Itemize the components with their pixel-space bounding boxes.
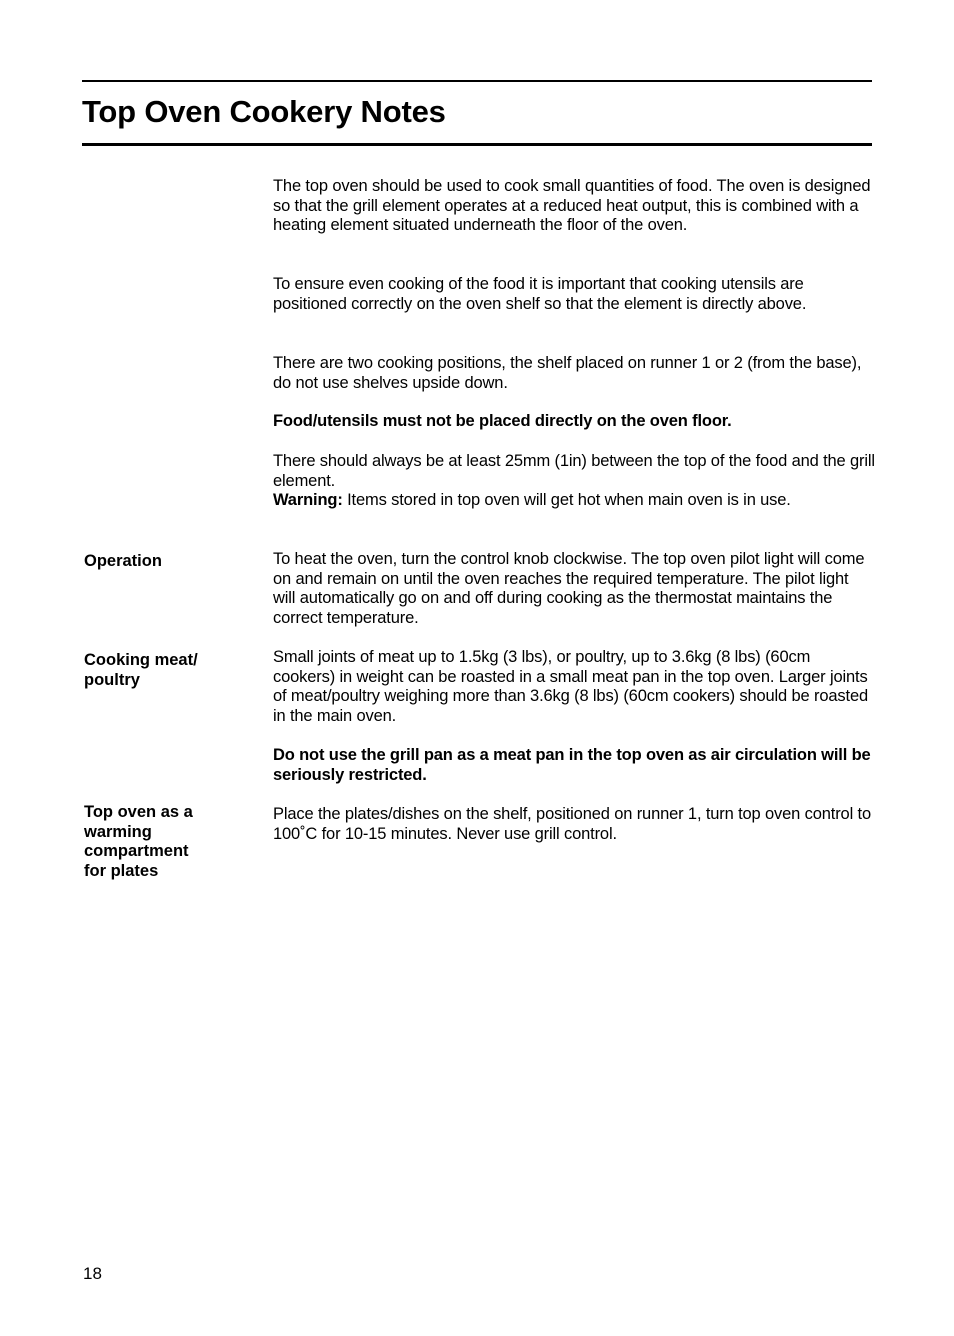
cooking-meat-text: Small joints of meat up to 1.5kg (3 lbs), or poultry, up to 3.6kg (8 lbs) (60cm cookers) in weight can be roasted in a small meat pan in the top oven. Larger joints of meat/poultry weighing more than 3.6kg (8 lbs) (60cm cookers) should be roasted in the main oven. [273, 648, 868, 725]
cooking-meat-heading: Cooking meat/ poultry [84, 651, 198, 689]
title-top-rule [82, 80, 872, 82]
title-bottom-rule [82, 143, 872, 146]
operation-heading: Operation [84, 552, 162, 570]
warming-compartment-text: Place the plates/dishes on the shelf, positioned on runner 1, turn top oven control to 100˚C for 10-15 minutes. Never use grill control. [273, 805, 871, 843]
intro-paragraph-1: The top oven should be used to cook small quantities of food. The oven is designed so that the grill element operates at a reduced heat output, this is combined with a heating element situated underneath the floor of the oven. [273, 177, 871, 235]
grill-pan-note: Do not use the grill pan as a meat pan in the top oven as air circulation will be seriously restricted. [273, 746, 871, 784]
page-title: Top Oven Cookery Notes [82, 94, 446, 129]
oven-floor-warning: Food/utensils must not be placed directly on the oven floor. [273, 412, 732, 430]
page-number: 18 [83, 1264, 102, 1283]
warning-label: Warning: [273, 491, 343, 510]
intro-paragraph-3: There are two cooking positions, the shelf placed on runner 1 or 2 (from the base), do not use shelves upside down. [273, 354, 862, 392]
intro-paragraph-2: To ensure even cooking of the food it is important that cooking utensils are positioned correctly on the oven shelf so that the element is directly above. [273, 275, 807, 313]
clearance-text: There should always be at least 25mm (1in) between the top of the food and the grill element. [273, 452, 875, 490]
warning-text: Items stored in top oven will get hot when main oven is in use. [342, 491, 791, 510]
warming-compartment-heading: Top oven as a warming compartment for plates [84, 803, 193, 880]
intro-paragraph-5 [273, 452, 875, 511]
operation-text: To heat the oven, turn the control knob clockwise. The top oven pilot light will come on and remain on until the oven reaches the required temperature. The pilot light will automatically go on and off during cooking as the thermostat maintains the correct temperature. [273, 550, 865, 627]
